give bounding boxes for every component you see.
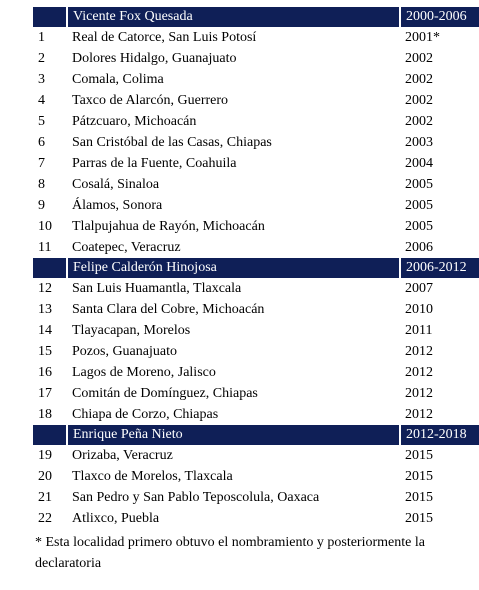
row-number: 10	[38, 219, 52, 234]
table-row	[33, 487, 479, 508]
row-number: 12	[38, 281, 52, 296]
table-row	[33, 132, 479, 153]
declaration-year: 2015	[405, 469, 433, 484]
place-name: Comala, Colima	[72, 72, 164, 87]
period-header-row	[33, 258, 479, 278]
president-name: Felipe Calderón Hinojosa	[67, 258, 400, 278]
declaration-year: 2005	[405, 177, 433, 192]
declaration-year: 2010	[405, 302, 433, 317]
table-row	[33, 153, 479, 174]
period-header-row	[33, 425, 479, 445]
table-row	[33, 195, 479, 216]
table-body	[33, 7, 479, 529]
table-row	[33, 362, 479, 383]
declaration-year: 2003	[405, 135, 433, 150]
row-number: 3	[38, 72, 45, 87]
table-row	[33, 320, 479, 341]
period-header-blank	[33, 258, 67, 278]
place-name: Tlalpujahua de Rayón, Michoacán	[72, 219, 265, 234]
place-name: Pátzcuaro, Michoacán	[72, 114, 197, 129]
period-years: 2012-2018	[400, 425, 479, 445]
declaration-year: 2015	[405, 448, 433, 463]
declaration-year: 2015	[405, 511, 433, 526]
declaration-year: 2012	[405, 407, 433, 422]
place-name: Santa Clara del Cobre, Michoacán	[72, 302, 265, 317]
place-name: Cosalá, Sinaloa	[72, 177, 160, 192]
place-name: San Cristóbal de las Casas, Chiapas	[72, 135, 272, 150]
place-name: Atlixco, Puebla	[72, 511, 160, 526]
row-number: 8	[38, 177, 45, 192]
declaration-year: 2012	[405, 344, 433, 359]
declaration-year: 2002	[405, 72, 433, 87]
declaration-year: 2004	[405, 156, 433, 171]
place-name: Taxco de Alarcón, Guerrero	[72, 93, 229, 108]
table-row	[33, 90, 479, 111]
table-row	[33, 69, 479, 90]
declaration-year: 2001*	[405, 30, 440, 45]
row-number: 21	[38, 490, 52, 505]
declaration-year: 2007	[405, 281, 433, 296]
table-row	[33, 216, 479, 237]
place-name: Tlaxco de Morelos, Tlaxcala	[72, 469, 233, 484]
place-name: Parras de la Fuente, Coahuila	[72, 156, 237, 171]
place-name: Comitán de Domínguez, Chiapas	[72, 386, 258, 401]
row-number: 9	[38, 198, 45, 213]
row-number: 19	[38, 448, 52, 463]
row-number: 20	[38, 469, 52, 484]
row-number: 7	[38, 156, 45, 171]
declaration-year: 2011	[405, 323, 433, 338]
row-number: 16	[38, 365, 52, 380]
declaration-year: 2015	[405, 490, 433, 505]
table-row	[33, 278, 479, 299]
place-name: Lagos de Moreno, Jalisco	[72, 365, 216, 380]
row-number: 5	[38, 114, 45, 129]
table-row	[33, 445, 479, 466]
row-number: 13	[38, 302, 52, 317]
declaration-year: 2002	[405, 114, 433, 129]
place-name: Tlayacapan, Morelos	[72, 323, 191, 338]
president-name: Enrique Peña Nieto	[67, 425, 400, 445]
place-name: Dolores Hidalgo, Guanajuato	[72, 51, 237, 66]
period-years: 2006-2012	[400, 258, 479, 278]
table-row	[33, 341, 479, 362]
declaration-year: 2002	[405, 51, 433, 66]
place-name: Álamos, Sonora	[72, 198, 163, 213]
table-row	[33, 174, 479, 195]
place-name: San Pedro y San Pablo Teposcolula, Oaxaca	[72, 490, 320, 505]
row-number: 4	[38, 93, 45, 108]
declaration-year: 2005	[405, 198, 433, 213]
place-name: San Luis Huamantla, Tlaxcala	[72, 281, 242, 296]
table-row	[33, 383, 479, 404]
declaration-year: 2012	[405, 386, 433, 401]
table-row	[33, 237, 479, 258]
row-number: 2	[38, 51, 45, 66]
footnote: * Esta localidad primero obtuvo el nombramiento y posteriormente la declaratoria	[35, 535, 425, 571]
table-row	[33, 466, 479, 487]
table-row	[33, 508, 479, 529]
table-row	[33, 404, 479, 425]
declaration-year: 2006	[405, 240, 433, 255]
declaration-year: 2005	[405, 219, 433, 234]
period-header-row	[33, 7, 479, 27]
place-name: Real de Catorce, San Luis Potosí	[72, 30, 257, 45]
period-header-blank	[33, 425, 67, 445]
pueblos-magicos-table	[33, 7, 479, 529]
place-name: Chiapa de Corzo, Chiapas	[72, 407, 219, 422]
table-row	[33, 111, 479, 132]
declaration-year: 2012	[405, 365, 433, 380]
period-header-blank	[33, 7, 67, 27]
row-number: 18	[38, 407, 52, 422]
row-number: 1	[38, 30, 45, 45]
president-name: Vicente Fox Quesada	[67, 7, 400, 27]
table-row	[33, 48, 479, 69]
row-number: 22	[38, 511, 52, 526]
row-number: 17	[38, 386, 52, 401]
place-name: Coatepec, Veracruz	[72, 240, 181, 255]
row-number: 6	[38, 135, 45, 150]
declaration-year: 2002	[405, 93, 433, 108]
row-number: 14	[38, 323, 52, 338]
row-number: 15	[38, 344, 52, 359]
place-name: Orizaba, Veracruz	[72, 448, 173, 463]
table-row	[33, 27, 479, 48]
period-years: 2000-2006	[400, 7, 479, 27]
place-name: Pozos, Guanajuato	[72, 344, 177, 359]
table-row	[33, 299, 479, 320]
row-number: 11	[38, 240, 52, 255]
